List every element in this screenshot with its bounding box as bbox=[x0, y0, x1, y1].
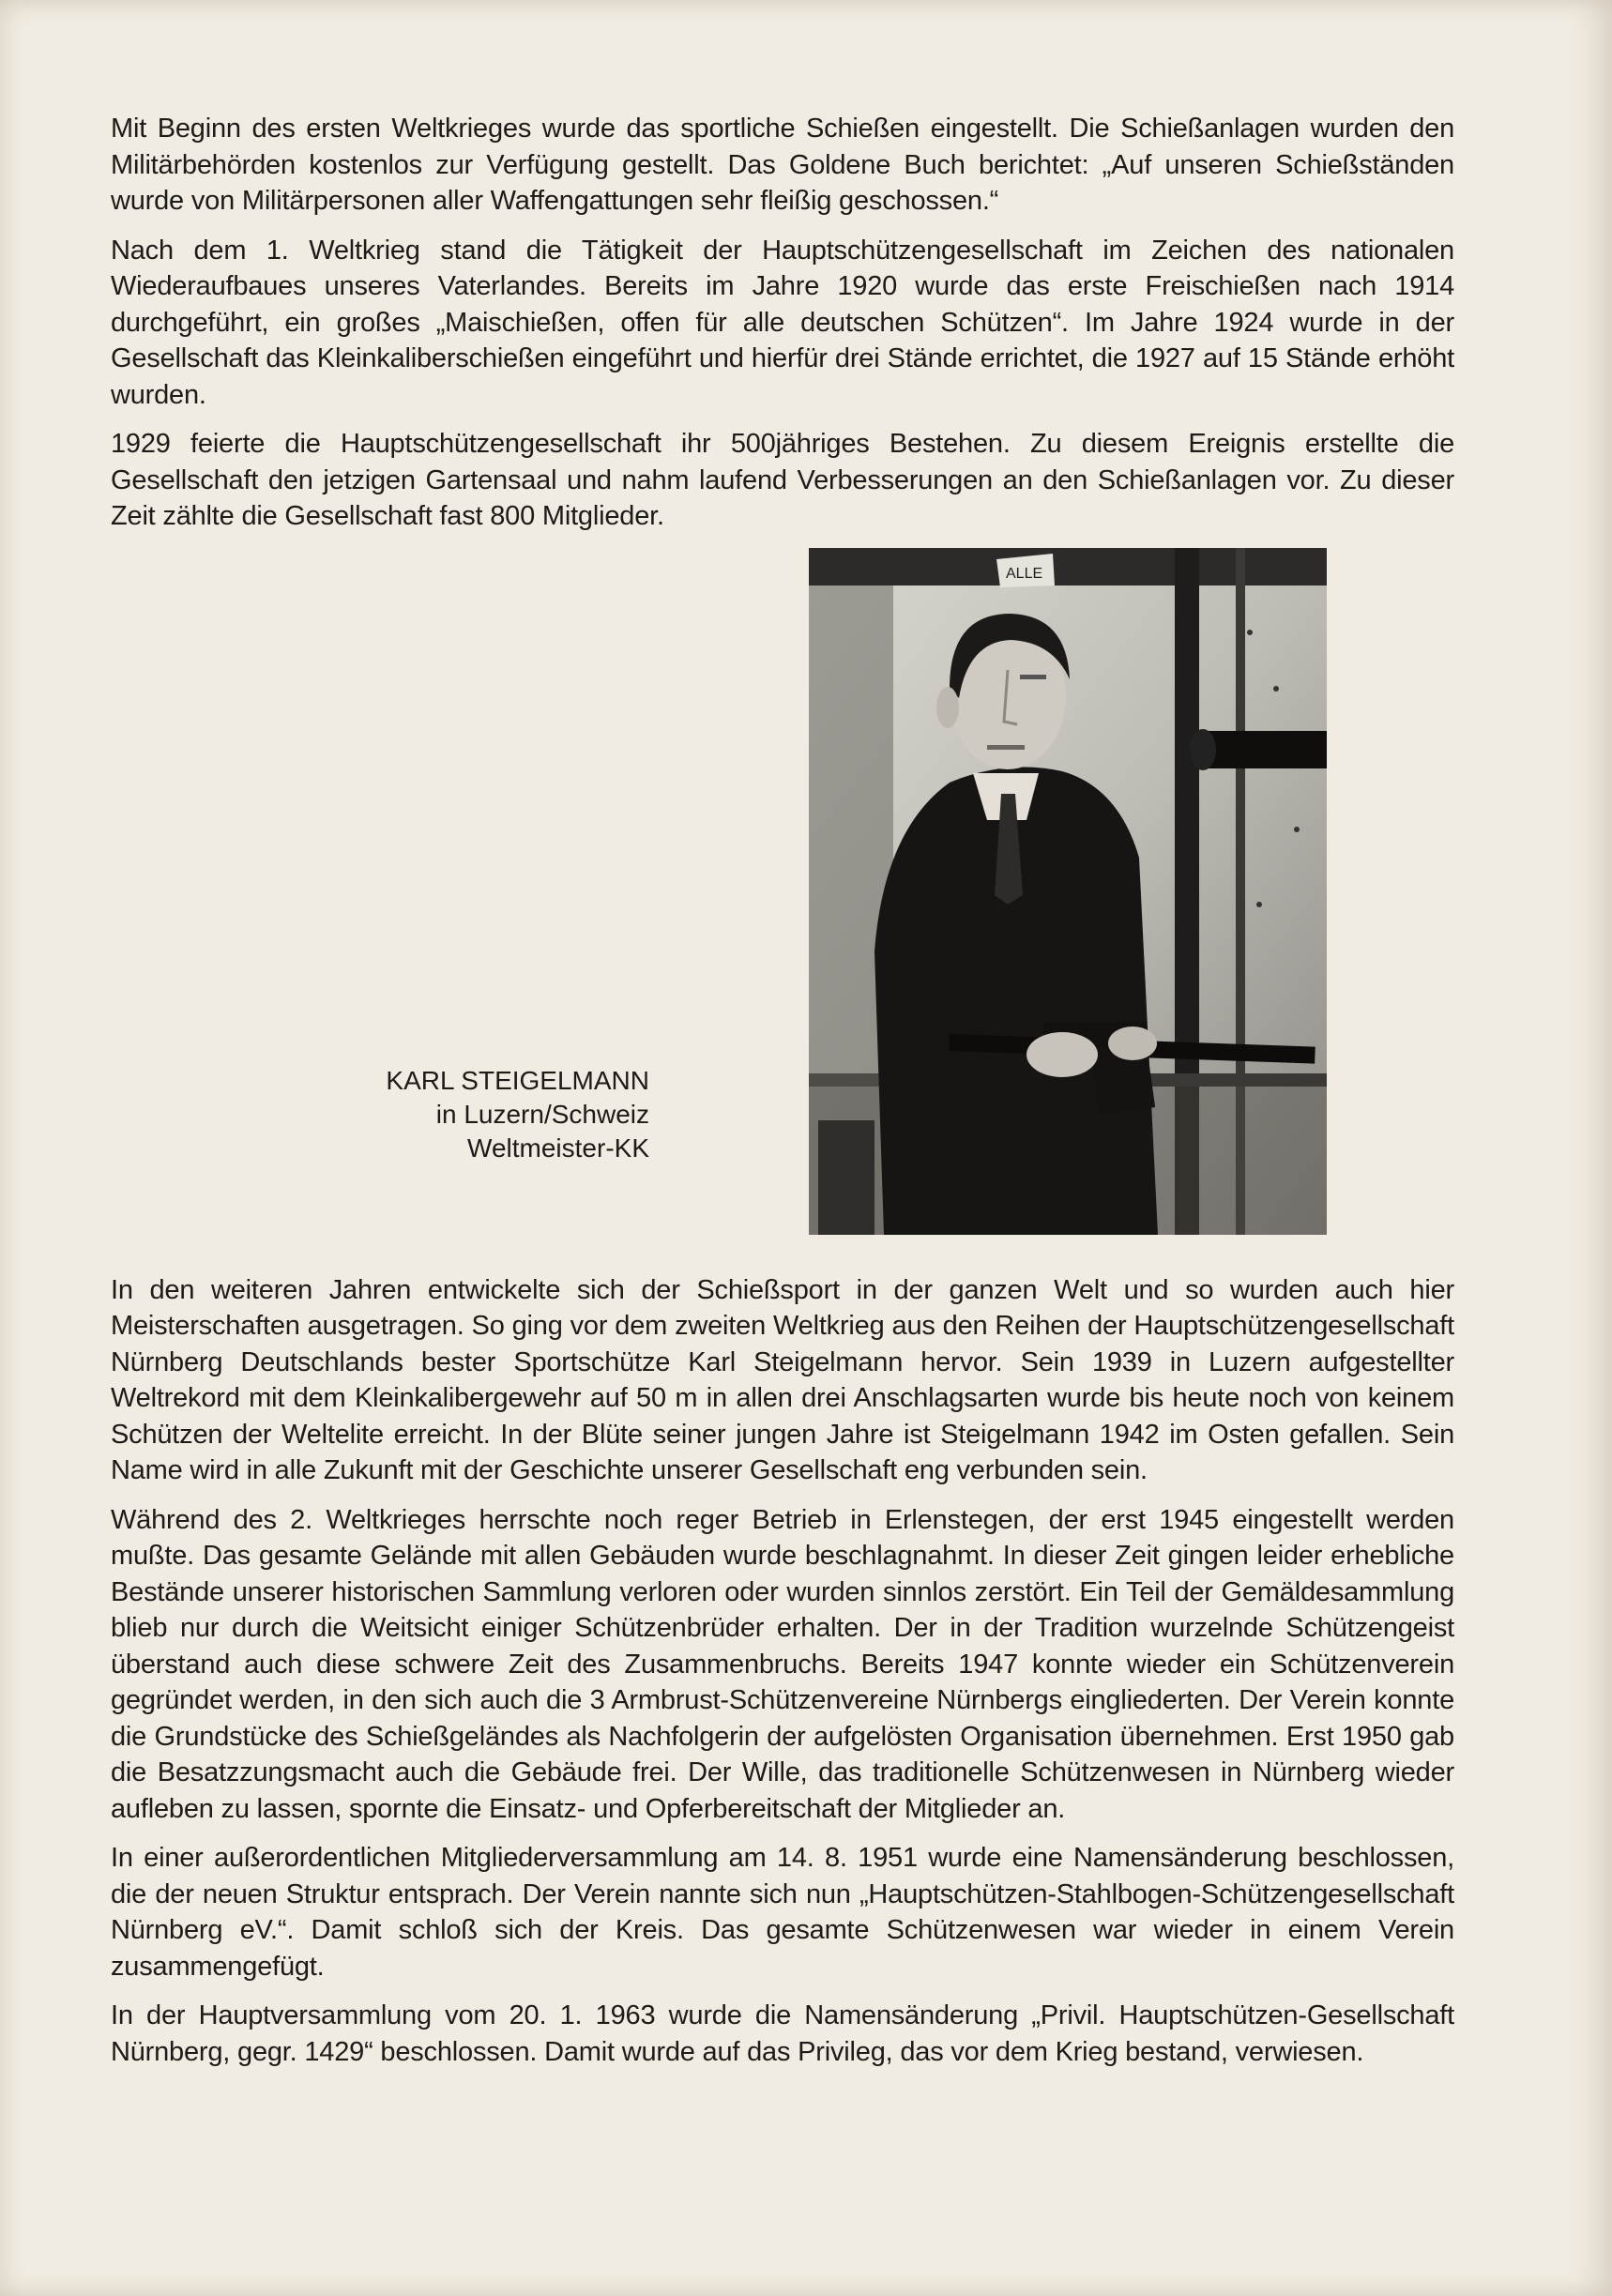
paragraph-steigelmann: In den weiteren Jahren entwickelte sich der Schießsport in der ganzen Welt und so wurden auch hier Meisterschaften ausgetragen. So ging vor dem zweiten Weltkrieg aus den Reihen der Hauptschützengesellschaft Nürnberg Deutschlands bester Sportschütze Karl Steigelmann hervor. Sein 1939 in Luzern aufgestellter Weltrekord mit dem Kleinkalibergewehr auf 50 m in allen drei Anschlagsarten wurde bis heute noch von keinem Schützen der Weltelite erreicht. In der Blüte seiner jungen Jahre ist Steigelmann 1942 im Osten gefallen. Sein Name wird in alle Zukunft mit der Geschichte unserer Gesellschaft eng verbunden sein. bbox=[111, 1274, 1454, 1485]
photo-illustration bbox=[809, 548, 1327, 1235]
paragraph-ww1-shooting: Mit Beginn des ersten Weltkrieges wurde das sportliche Schießen eingestellt. Die Schießanlagen wurden den Militärbehörden kostenlos zur Verfügung gestellt. Das Goldene Buch berichtet: „Auf unseren Schießständen wurde von Militärpersonen aller Waffengattungen sehr fleißig geschossen.“ bbox=[111, 114, 1454, 216]
photo-sign-text: ALLE bbox=[1006, 565, 1043, 582]
photo-caption bbox=[386, 1064, 649, 1165]
caption-place: in Luzern/Schweiz bbox=[435, 1099, 649, 1129]
paragraph-500-years: 1929 feierte die Hauptschützengesellschaft ihr 500jähriges Bestehen. Zu diesem Ereignis erstellte die Gesellschaft den jetzigen Gartensaal und nahm laufend Verbesserungen an den Schießanlagen vor. Zu dieser Zeit zählte die Gesellschaft fast 800 Mitglieder. bbox=[111, 429, 1454, 531]
photo-karl-steigelmann bbox=[809, 548, 1327, 1235]
figure-section bbox=[111, 548, 1454, 1244]
paragraph-name-change-1951: In einer außerordentlichen Mitgliederversammlung am 14. 8. 1951 wurde eine Namensänderung beschlossen, die der neuen Struktur entsprach. Der Verein nannte sich nun „Hauptschützen-Stahlbogen-Schützengesellschaft Nürnberg eV.“. Damit schloß sich der Kreis. Das gesamte Schützenwesen war wieder in einem Verein zusammengefügt. bbox=[111, 1843, 1454, 1982]
paragraph-after-ww1: Nach dem 1. Weltkrieg stand die Tätigkeit der Hauptschützengesellschaft im Zeichen des nationalen Wiederaufbaues unseres Vaterlandes. Bereits im Jahre 1920 wurde das erste Freischießen nach 1914 durchgeführt, ein großes „Maischießen, offen für alle deutschen Schützen“. Im Jahre 1924 wurde in der Gesellschaft das Kleinkaliberschießen eingeführt und hierfür drei Stände errichtet, die 1927 auf 15 Stände erhöht wurden. bbox=[111, 235, 1454, 410]
caption-name: KARL STEIGELMANN bbox=[386, 1065, 649, 1095]
caption-title: Weltmeister-KK bbox=[467, 1133, 649, 1163]
page-content bbox=[111, 111, 1454, 2083]
paragraph-ww2: Während des 2. Weltkrieges herrschte noch reger Betrieb in Erlenstegen, der erst 1945 eingestellt werden mußte. Das gesamte Gelände mit allen Gebäuden wurde beschlagnahmt. In dieser Zeit gingen leider erhebliche Bestände unserer historischen Sammlung verloren oder wurden sinnlos zerstört. Ein Teil der Gemäldesammlung blieb nur durch die Weitsicht einiger Schützenbrüder erhalten. Der in der Tradition wurzelnde Schützengeist überstand auch diese schwere Zeit des Zusammenbruchs. Bereits 1947 konnte wieder ein Schützenverein gegründet werden, in den sich auch die 3 Armbrust-Schützenvereine Nürnbergs eingliederten. Der Verein konnte die Grundstücke des Schießgeländes als Nachfolgerin der aufgelösten Organisation übernehmen. Erst 1950 gab die Besatzzungsmacht auch die Gebäude frei. Der Wille, das traditionelle Schützenwesen in Nürnberg wieder aufleben zu lassen, spornte die Einsatz- und Opferbereitschaft der Mitglieder an. bbox=[111, 1504, 1454, 1824]
paragraph-name-change-1963: In der Hauptversammlung vom 20. 1. 1963 wurde die Namensänderung „Privil. Hauptschützen-Gesellschaft Nürnberg, gegr. 1429“ beschlossen. Damit wurde auf das Privileg, das vor dem Krieg bestand, verwiesen. bbox=[111, 2000, 1454, 2067]
